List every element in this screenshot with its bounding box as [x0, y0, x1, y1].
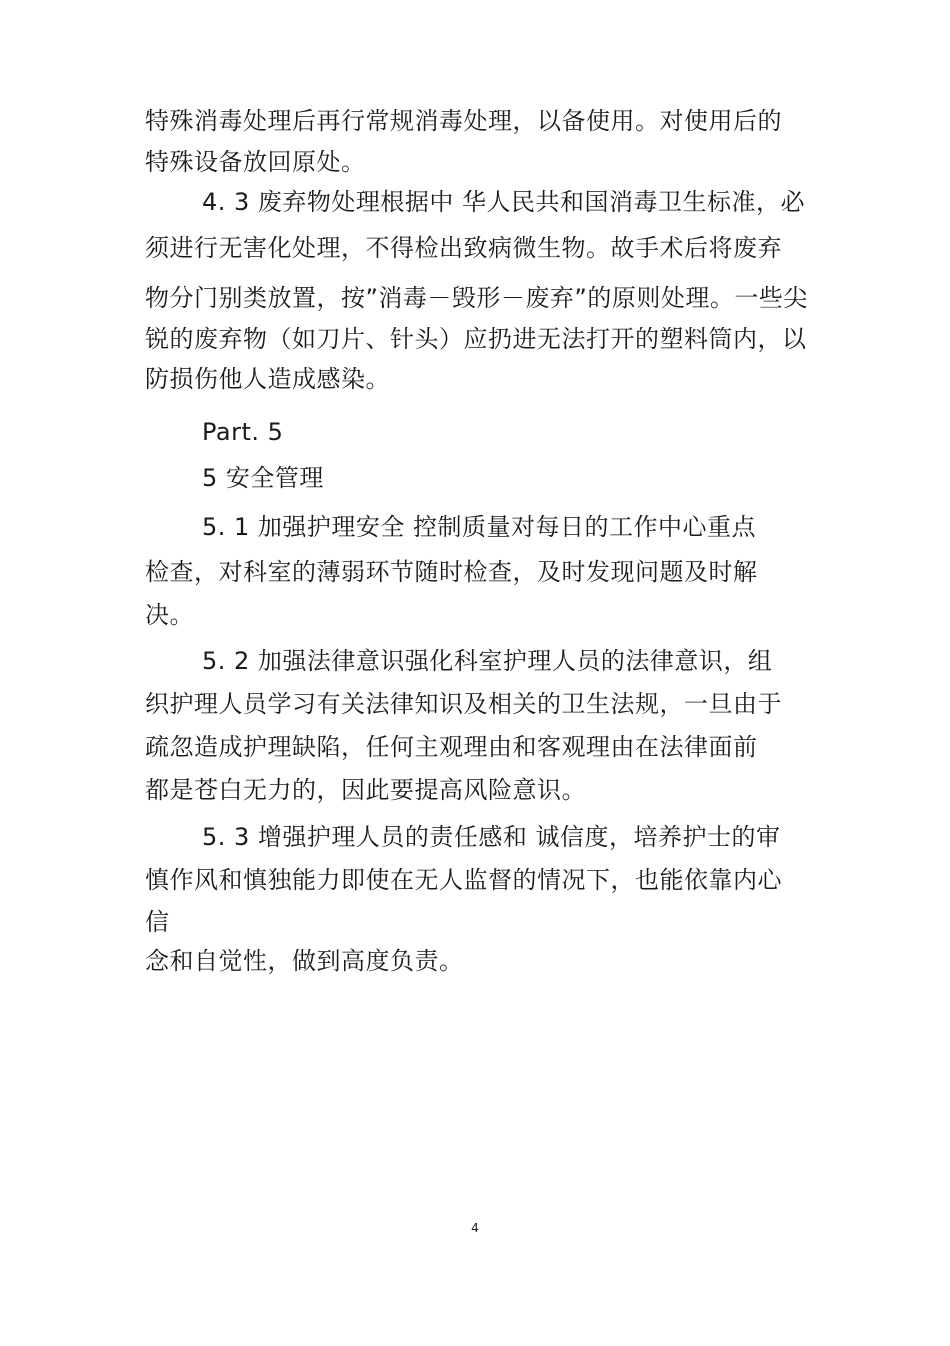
text-line: 须进行无害化处理，不得检出致病微生物。故手术后将废弃	[145, 234, 782, 262]
text-line: 织护理人员学习有关法律知识及相关的卫生法规，一旦由于	[145, 690, 782, 718]
section-5-3-heading-line: 5. 3 增强护理人员的责任感和 诚信度，培养护士的审	[202, 823, 781, 851]
text-line: 特殊消毒处理后再行常规消毒处理，以备使用。对使用后的	[145, 107, 782, 135]
text-line: 锐的废弃物（如刀片、针头）应扔进无法打开的塑料筒内，以	[145, 325, 807, 353]
text-line: 特殊设备放回原处。	[145, 148, 366, 176]
section-5-title: 5 安全管理	[202, 464, 324, 492]
text-line: 物分门别类放置，按”消毒－毁形－废弃”的原则处理。一些尖	[145, 284, 808, 312]
text-line: 慎作风和慎独能力即使在无人监督的情况下，也能依靠内心	[145, 866, 782, 894]
part-label: Part. 5	[202, 418, 284, 446]
page-number: 4	[471, 1221, 479, 1235]
text-line: 疏忽造成护理缺陷，任何主观理由和客观理由在法律面前	[145, 733, 758, 761]
text-line: 都是苍白无力的，因此要提高风险意识。	[145, 776, 586, 804]
text-line: 检查，对科室的薄弱环节随时检查，及时发现问题及时解	[145, 558, 758, 586]
section-5-1-heading-line: 5. 1 加强护理安全 控制质量对每日的工作中心重点	[202, 513, 757, 541]
section-4-3-heading-line: 4. 3 废弃物处理根据中 华人民共和国消毒卫生标准，必	[202, 188, 806, 216]
text-line: 防损伤他人造成感染。	[145, 365, 390, 393]
text-line: 决。	[145, 601, 194, 629]
text-line: 念和自觉性，做到高度负责。	[145, 947, 464, 975]
section-5-2-heading-line: 5. 2 加强法律意识强化科室护理人员的法律意识，组	[202, 647, 773, 675]
text-line: 信	[145, 908, 170, 936]
